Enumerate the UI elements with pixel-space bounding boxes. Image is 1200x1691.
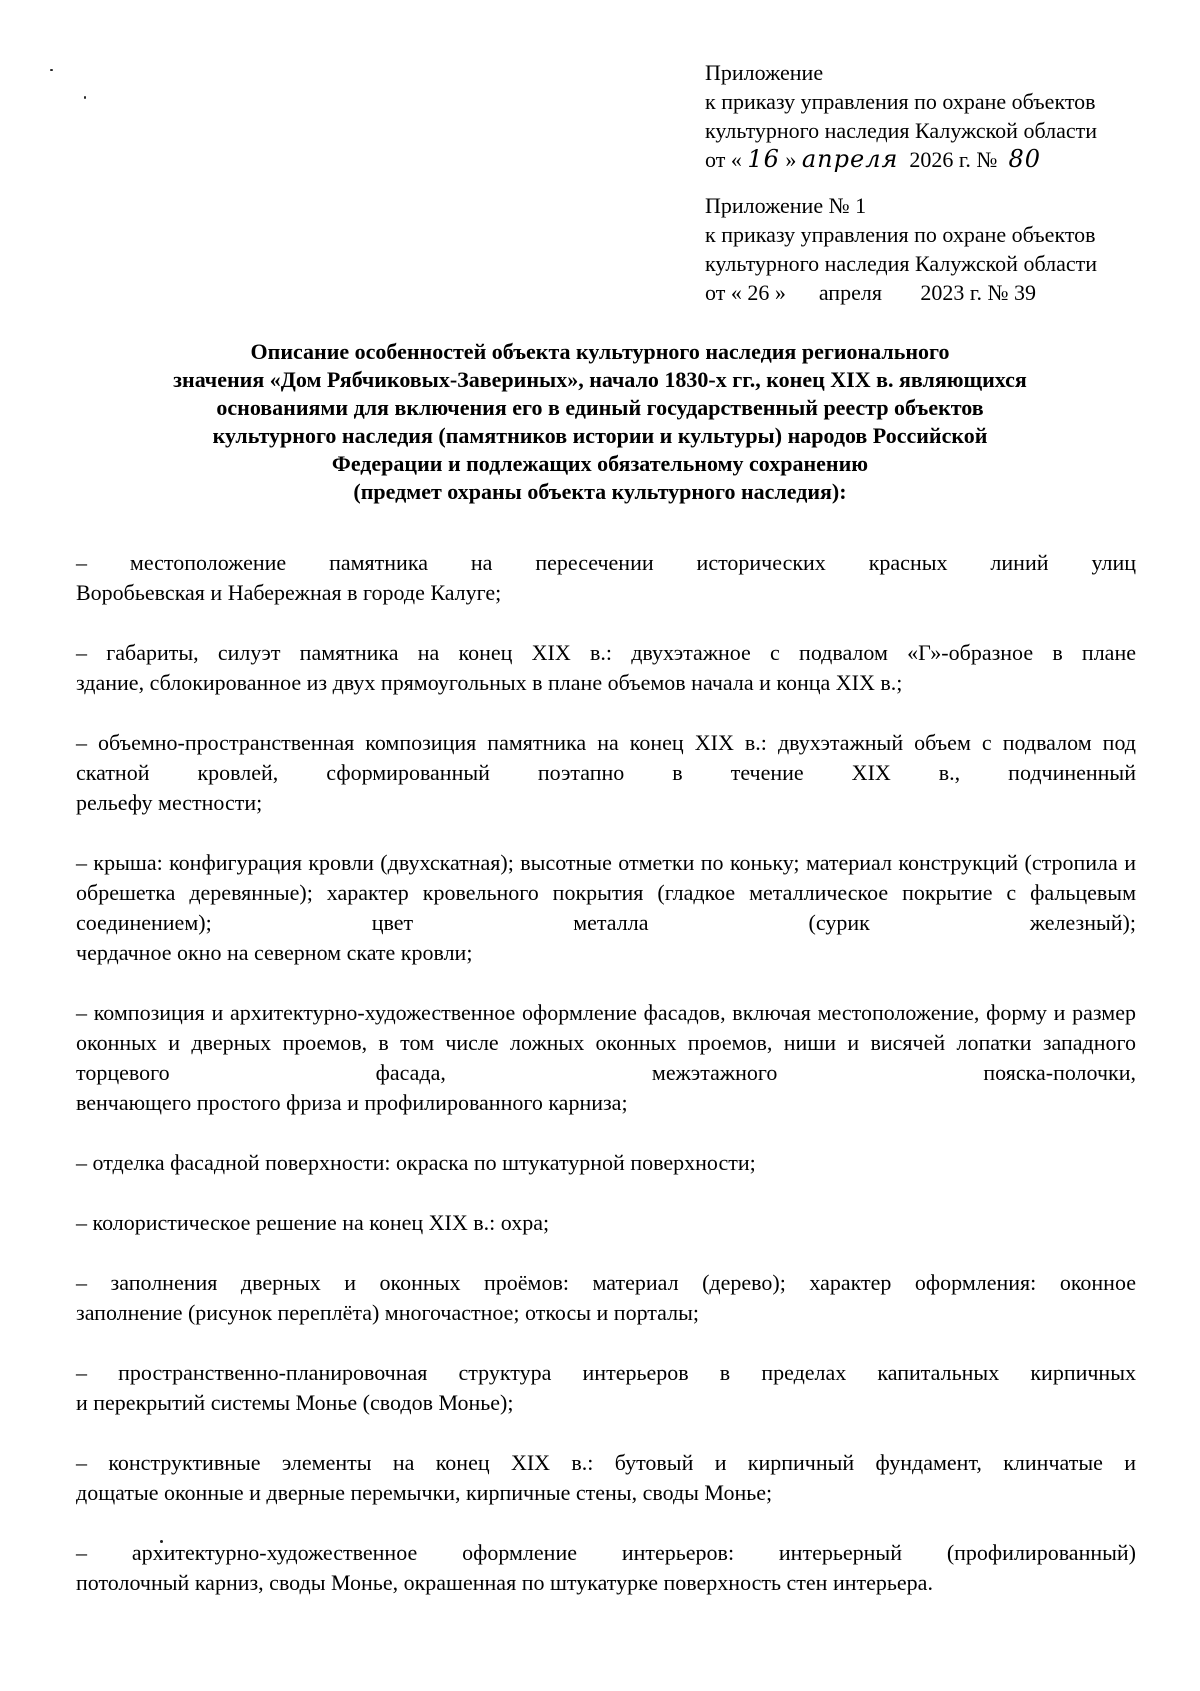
list-item bbox=[76, 638, 1136, 698]
list-item-text-end: рельефу местности; bbox=[76, 790, 263, 815]
scan-speck bbox=[84, 96, 86, 99]
title-line: Описание особенностей объекта культурного наследия регионального bbox=[250, 339, 950, 364]
handwritten-day: 16 bbox=[747, 145, 780, 173]
list-item-text-end: дощатые оконные и дверные перемычки, кирпичные стены, своды Монье; bbox=[76, 1480, 773, 1505]
list-item-text-end: Воробьевская и Набережная в городе Калуге; bbox=[76, 580, 502, 605]
protection-subject-list bbox=[76, 548, 1136, 1598]
year-and-number-label: 2026 г. № bbox=[909, 147, 998, 172]
title-line: Федерации и подлежащих обязательному сохранению bbox=[331, 451, 869, 476]
list-item-text: – отделка фасадной поверхности: окраска по штукатурной поверхности; bbox=[76, 1150, 756, 1175]
appendix-header-current bbox=[705, 58, 1175, 174]
list-item bbox=[76, 1268, 1136, 1328]
list-item bbox=[76, 998, 1136, 1118]
scan-speck bbox=[50, 69, 53, 71]
list-item-text-end: венчающего простого фриза и профилированного карниза; bbox=[76, 1090, 628, 1115]
order-reference-line-2: культурного наследия Калужской области bbox=[705, 118, 1097, 143]
title-line: культурного наследия (памятников истории и культуры) народов Российской bbox=[212, 423, 988, 448]
list-item-text: – крыша: конфигурация кровли (двухскатная); высотные отметки по коньку; материал конструкций (стропила и обрешетка деревянные); характер кровельного покрытия (гладкое металлическое покрытие с фальцевым соединением); цвет металла (сурик железный); bbox=[76, 850, 1136, 935]
list-item-text: – композиция и архитектурно-художественное оформление фасадов, включая местоположение, форму и размер оконных и дверных проемов, в том числе ложных оконных проемов, ниши и висячей лопатки западного торцевого фасада, межэтажного пояска-полочки, bbox=[76, 1000, 1136, 1085]
list-item bbox=[76, 1448, 1136, 1508]
list-item-text-end: заполнение (рисунок переплёта) многочастное; откосы и порталы; bbox=[76, 1300, 699, 1325]
order-reference-line-2: культурного наследия Калужской области bbox=[705, 251, 1097, 276]
list-item-text-end: и перекрытий системы Монье (сводов Монье); bbox=[76, 1390, 514, 1415]
list-item-text: – габариты, силуэт памятника на конец XIX в.: двухэтажное с подвалом «Г»-образное в плане bbox=[76, 640, 1136, 665]
list-item bbox=[76, 1538, 1136, 1598]
list-item-text-end: чердачное окно на северном скате кровли; bbox=[76, 940, 473, 965]
list-item bbox=[76, 848, 1136, 968]
list-item-text: – архитектурно-художественное оформление интерьеров: интерьерный (профилированный) bbox=[76, 1540, 1136, 1565]
appendix-label: Приложение bbox=[705, 60, 824, 85]
handwritten-order-number: 80 bbox=[1008, 145, 1041, 173]
list-item-text-end: здание, сблокированное из двух прямоугольных в плане объемов начала и конца XIX в.; bbox=[76, 670, 903, 695]
appendix-header-original bbox=[705, 191, 1175, 307]
list-item-text: – заполнения дверных и оконных проёмов: материал (дерево); характер оформления: оконное bbox=[76, 1270, 1136, 1295]
title-line: значения «Дом Рябчиковых-Завериных», начало 1830-х гг., конец XIX в. являющихся bbox=[173, 367, 1027, 392]
order-reference-line-1: к приказу управления по охране объектов bbox=[705, 222, 1096, 247]
list-item bbox=[76, 548, 1136, 608]
title-line: основаниями для включения его в единый государственный реестр объектов bbox=[216, 395, 984, 420]
list-item-text: – колористическое решение на конец XIX в.: охра; bbox=[76, 1210, 550, 1235]
date-prefix: от « bbox=[705, 147, 742, 172]
list-item bbox=[76, 728, 1136, 818]
title-line: (предмет охраны объекта культурного наследия): bbox=[353, 479, 847, 504]
order-date-line: от « 26 » апреля 2023 г. № 39 bbox=[705, 280, 1036, 305]
appendix-number-label: Приложение № 1 bbox=[705, 193, 867, 218]
list-item bbox=[76, 1208, 1136, 1238]
list-item-text-end: потолочный карниз, своды Монье, окрашенная по штукатурке поверхность стен интерьера. bbox=[76, 1570, 933, 1595]
list-item-text: – конструктивные элементы на конец XIX в.: бутовый и кирпичный фундамент, клинчатые и bbox=[76, 1450, 1136, 1475]
list-item-text: – местоположение памятника на пересечении исторических красных линий улиц bbox=[76, 550, 1136, 575]
date-quote-close: » bbox=[785, 147, 797, 172]
order-reference-line-1: к приказу управления по охране объектов bbox=[705, 89, 1096, 114]
order-date-line bbox=[705, 145, 1175, 174]
list-item bbox=[76, 1358, 1136, 1418]
list-item-text: – объемно-пространственная композиция памятника на конец XIX в.: двухэтажный объем с подвалом под скатной кровлей, сформированный поэтапно в течение XIX в., подчиненный bbox=[76, 730, 1136, 785]
document-title bbox=[80, 338, 1120, 506]
handwritten-month: апреля bbox=[801, 145, 899, 173]
list-item-text: – пространственно-планировочная структура интерьеров в пределах капитальных кирпичных bbox=[76, 1360, 1136, 1385]
list-item bbox=[76, 1148, 1136, 1178]
